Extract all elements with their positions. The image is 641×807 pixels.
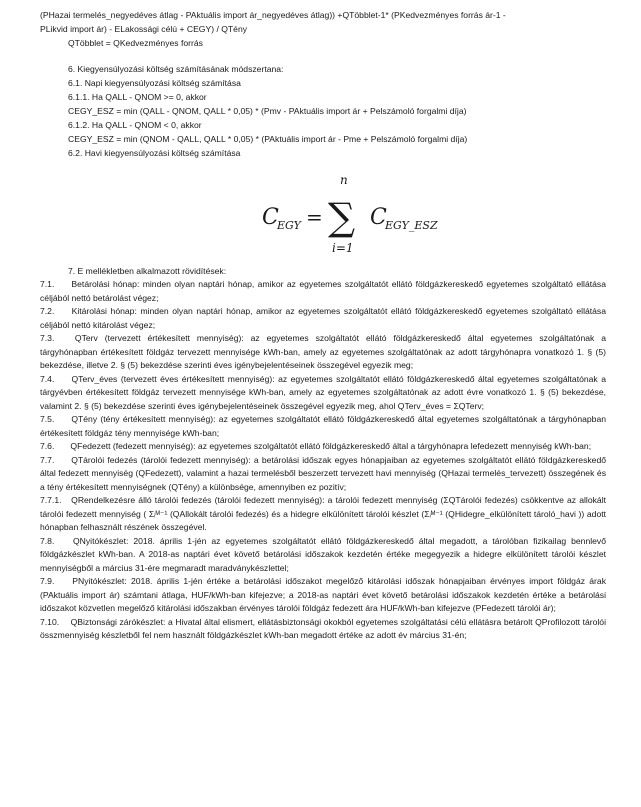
paragraph-number: 7.3.	[40, 333, 55, 343]
section-6-2: 6.2. Havi kiegyensúlyozási költség számítása	[68, 148, 241, 158]
section-6-1-1: 6.1.1. Ha QALL - QNOM >= 0, akkor	[68, 92, 207, 102]
abbreviation-paragraph	[40, 494, 606, 535]
formula-upper-limit: n	[340, 173, 348, 187]
paragraph-number: 7.2.	[40, 306, 55, 316]
paragraph-number: 7.8.	[40, 535, 55, 546]
paragraph-number: 7.1.	[40, 279, 55, 289]
paragraph-number: 7.7.	[40, 454, 55, 465]
section-6-1: 6.1. Napi kiegyensúlyozási költség számítása	[68, 78, 241, 88]
surplus-definition: QTöbblet = QKedvezményes forrás	[68, 38, 203, 48]
paragraph-text: QTárolói fedezés (tárolói fedezett mennyiség): a betárolási időszak egyes hónapjaiban az egyetemes szolgáltatót ellátó földgázkereskedő által fedezett mennyiség (QFedezett), valamint a hazai termelésből beszerzett tervezett havi mennyiség (QHazai termelés_tervezett) összegének és a tény értékesített mennyiségnek (QTény) a különbsége, amennyiben ez pozitív;	[40, 454, 607, 492]
sigma-icon: ∑	[328, 195, 356, 239]
paragraph-text: QTény (tény értékesített mennyiség): az egyetemes szolgáltatót ellátó földgázkereskedő által egyetemes szolgáltatónak a tárgyhónapban értékesített földgáz tény mennyisége kWh-ban;	[40, 414, 607, 438]
formula-line-continuation: (PHazai termelés_negyedéves átlag - PAktuális import ár_negyedéves átlag)) +QTöbblet-1* (PKedvezményes forrás ár-1 -	[40, 10, 506, 20]
paragraph-number: 7.7.1.	[40, 495, 62, 505]
paragraph-text: QRendelkezésre álló tárolói fedezés (tárolói fedezett mennyiség): a tárolói fedezett mennyiség (ΣQTárolói fedezés) csökkentve az allokált tárolói fedezett mennyiség ( Σᵢᴹ⁻¹ (QAllokált tárolói fedezés) és a hidegre elkülönített tárolói készlet (Σᵢᴹ⁻¹ (QHidegre_elkülönített tároló_havi )) adott hónapban felhasznált részének összegével.	[40, 495, 606, 532]
abbreviation-paragraph	[40, 575, 606, 616]
abbreviations-list	[40, 278, 606, 643]
paragraph-text: QBiztonsági zárókészlet: a Hivatal által elismert, ellátásbiztonsági okokból egyetemes szolgáltatási célú ellátásra betárolt QProfilozott tárolói összmennyiség készletből fel nem használt földgázkészlet kWh-ban megadott értéke az adott év március 31-én;	[40, 616, 606, 640]
abbreviation-paragraph	[40, 413, 606, 440]
paragraph-text: QNyitókészlet: 2018. április 1-jén az egyetemes szolgáltatót ellátó földgázkereskedő által megadott, a tárolóban fizikailag bennlevő földgázkészlet kWh-ban. A 2018-as naptári évet követő betárolási időszakok kezdetén értéke megegyezik a hidegre elkülönített tárolói készlet mennyiségből a március 31-ére megmaradt maradványkészlettel;	[40, 535, 606, 573]
formula-equals: =	[306, 205, 323, 229]
paragraph-text: QTerv (tervezett értékesített mennyiség): az egyetemes szolgáltatót ellátó földgázkereskedő által egyetemes szolgáltatónak a tárgyhónapban értékesített földgáz tervezett mennyisége kWh-ban, amely az egyetemes szolgáltatónak az adott tárgyhónapra vonatkozó 1. § (5) bekezdése, illetve 2. § (5) bekezdése szerinti éves igénybejelentéseinek összegével egyezik meg;	[40, 333, 606, 370]
formula-line-end: PLikvid import ár) - ELakossági célú + CEGY) / QTény	[40, 24, 248, 34]
paragraph-number: 7.5.	[40, 414, 55, 424]
section-6-heading: 6. Kiegyensúlyozási költség számításának módszertana:	[68, 64, 284, 74]
abbreviation-paragraph	[40, 535, 606, 576]
paragraph-text: QFedezett (fedezett mennyiség): az egyetemes szolgáltatót ellátó földgázkereskedő által a tárgyhónapra lefedezett mennyiség kWh-ban;	[70, 441, 592, 451]
paragraph-text: Kitárolási hónap: minden olyan naptári hónap, amikor az egyetemes szolgáltatót ellátó földgázkereskedő egyetemes szolgáltató ellátása céljából nettó kitárolást végez;	[40, 306, 606, 330]
document-page	[40, 8, 606, 643]
section-7-heading: 7. E mellékletben alkalmazott rövidítések:	[68, 266, 227, 276]
paragraph-number: 7.6.	[40, 441, 55, 451]
paragraph-text: QTerv_éves (tervezett éves értékesített mennyiség): az egyetemes szolgáltatót ellátó földgázkereskedő által egyetemes szolgáltatónak a tárgyévben értékesített földgáz tervezett mennyisége kWh-ban, amely az egyetemes szolgáltatónak az adott évre vonatkozó 1. § (5) bekezdése, valamint 2. § (5) bekezdése szerinti éves igénybejelentéseinek összegével egyezik meg, ahol QTerv_éves = ΣQTerv;	[40, 373, 606, 411]
abbreviation-paragraph	[40, 305, 606, 332]
formula-lower-limit: i=1	[332, 241, 354, 255]
section-6-1-2: 6.1.2. Ha QALL - QNOM < 0, akkor	[68, 120, 202, 130]
abbreviation-paragraph	[40, 616, 606, 643]
formula-lhs-sub: EGY	[277, 219, 301, 232]
abbreviation-paragraph	[40, 440, 606, 454]
paragraph-number: 7.4.	[40, 373, 55, 384]
formula-ceqy-esz-2: CEGY_ESZ = min (QNOM - QALL, QALL * 0,05) * (PAktuális import ár - Pme + Pelszámoló forgalmi díja)	[68, 134, 468, 144]
formula-ceqy-esz-1: CEGY_ESZ = min (QALL - QNOM, QALL * 0,05) * (Pmv - PAktuális import ár + Pelszámoló forgalmi díja)	[68, 106, 467, 116]
paragraph-number: 7.9.	[40, 576, 55, 586]
paragraph-text: Betárolási hónap: minden olyan naptári hónap, amikor az egyetemes szolgáltatót ellátó földgázkereskedő egyetemes szolgáltató ellátása céljából nettó betárolást végez;	[40, 279, 606, 303]
formula-lhs: C	[262, 205, 279, 230]
formula-rhs: C	[370, 205, 387, 230]
abbreviation-paragraph	[40, 332, 606, 373]
paragraph-text: PNyitókészlet: 2018. április 1-jén értéke a betárolási időszakot megelőző kitárolási időszak hónapjaiban érvényes import földgáz árak (PAktuális import ár) számtani átlaga, HUF/kWh-ban kifejezve; a 2018-as naptári évet követő betárolási időszakok kezdetén értéke a betárolási időszakot közvetlen megelőző kitárolási időszakban érvényes tárolói földgáz fedezett ára HUF/kWh-ban kifejezve (PFedezett tárolói ár);	[40, 576, 606, 613]
abbreviation-paragraph	[40, 278, 606, 305]
abbreviation-paragraph	[40, 373, 606, 414]
paragraph-number: 7.10.	[40, 616, 60, 627]
formula-rhs-sub: EGY_ESZ	[385, 219, 438, 232]
monthly-cost-formula	[40, 160, 606, 264]
abbreviation-paragraph	[40, 454, 606, 495]
